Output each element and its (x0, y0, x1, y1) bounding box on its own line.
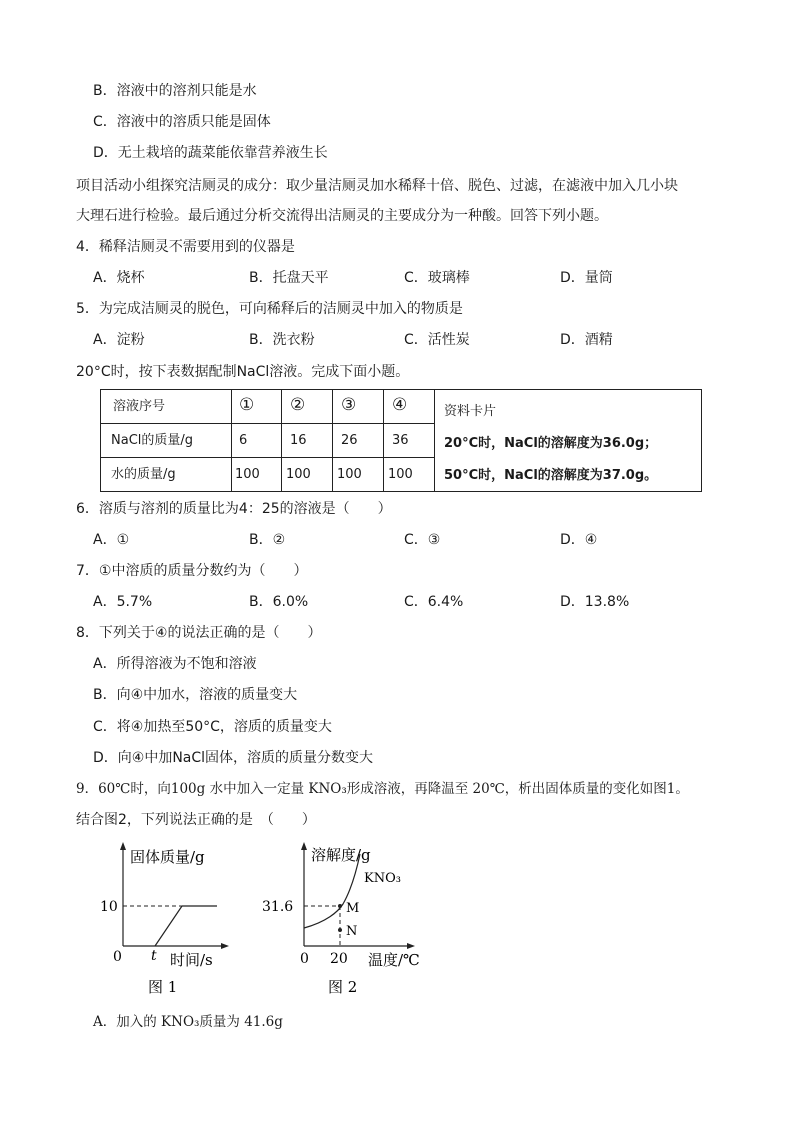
figure1-t-label: t (151, 948, 157, 964)
q4-option-b: B．托盘天平 (249, 270, 329, 286)
q8-stem: 8．下列关于④的说法正确的是（ ） (76, 625, 322, 641)
q6-option-d: D．④ (560, 532, 598, 548)
q4-stem: 4．稀释洁厕灵不需要用到的仪器是 (76, 239, 295, 255)
table-row-nacl-label: NaCl的质量/g (111, 433, 194, 448)
figure1-ylabel: 固体质量/g (130, 848, 205, 866)
q3-option-c: C．溶液中的溶质只能是固体 (93, 114, 271, 130)
table-cell: 100 (235, 467, 260, 482)
q3-option-d: D．无土栽培的蔬菜能依靠营养液生长 (93, 145, 328, 161)
figure-1 (100, 838, 230, 1000)
q6-option-a: A．① (93, 532, 130, 548)
figure1-caption: 图 1 (148, 978, 178, 996)
q4-option-a: A．烧杯 (93, 270, 145, 286)
table-header-4: ④ (392, 395, 408, 415)
table-header-2: ② (290, 395, 306, 415)
table-header-3: ③ (341, 395, 357, 415)
figure1-y-tick: 10 (100, 899, 118, 915)
q4-option-c: C．玻璃棒 (404, 270, 470, 286)
q6-stem: 6．溶质与溶剂的质量比为4：25的溶液是（ ） (76, 501, 392, 517)
table-intro: 20°C时，按下表数据配制NaCl溶液。完成下面小题。 (76, 364, 410, 380)
q5-stem: 5．为完成洁厕灵的脱色，可向稀释后的洁厕灵中加入的物质是 (76, 301, 463, 317)
info-card-line2: 50°C时，NaCl的溶解度为37.0g。 (444, 468, 658, 483)
table-cell: 36 (392, 433, 409, 448)
figure2-y-tick: 31.6 (262, 899, 294, 915)
q7-option-c: C．6.4% (404, 594, 464, 610)
q7-option-b: B．6.0% (249, 594, 309, 610)
figure2-point-n: N (346, 924, 358, 939)
figure-2 (256, 838, 436, 1000)
table-row-water-label: 水的质量/g (111, 467, 176, 482)
q3-option-b: B．溶液中的溶剂只能是水 (93, 83, 257, 99)
q8-option-a: A．所得溶液为不饱和溶液 (93, 656, 257, 672)
q8-option-d: D．向④中加NaCl固体，溶质的质量分数变大 (93, 750, 374, 766)
table-cell: 100 (286, 467, 311, 482)
figure2-point-m: M (346, 901, 360, 916)
q9-stem-line1: 9．60℃时，向100g 水中加入一定量 KNO₃形成溶液，再降温至 20℃，析出固体质量的变化如图1。 (76, 781, 689, 797)
project-intro-line1: 项目活动小组探究洁厕灵的成分：取少量洁厕灵加水稀释十倍、脱色、过滤，在滤液中加入几小块 (76, 178, 678, 194)
table-cell: 16 (290, 433, 307, 448)
q5-option-a: A．淀粉 (93, 332, 145, 348)
figure1-origin: 0 (113, 949, 122, 965)
figure2-xlabel: 温度/℃ (368, 951, 420, 969)
info-card-line1: 20°C时，NaCl的溶解度为36.0g； (444, 436, 658, 451)
q9-stem-line2: 结合图2，下列说法正确的是 （ ） (76, 812, 316, 828)
figure2-curve-label: KNO₃ (364, 871, 401, 886)
q8-option-b: B．向④中加水，溶液的质量变大 (93, 687, 298, 703)
q5-option-b: B．洗衣粉 (249, 332, 315, 348)
figure2-x-tick: 20 (330, 951, 348, 967)
table-cell: 100 (337, 467, 362, 482)
table-cell: 26 (341, 433, 358, 448)
nacl-data-table (100, 389, 702, 492)
table-header-label: 溶液序号 (113, 399, 166, 414)
q6-option-b: B．② (249, 532, 286, 548)
q9-option-a: A．加入的 KNO₃质量为 41.6g (93, 1014, 283, 1030)
q5-option-c: C．活性炭 (404, 332, 470, 348)
figure2-origin: 0 (300, 951, 309, 967)
q7-stem: 7．①中溶质的质量分数约为（ ） (76, 563, 308, 579)
q4-option-d: D．量筒 (560, 270, 613, 286)
figure1-xlabel: 时间/s (170, 951, 213, 969)
q5-option-d: D．酒精 (560, 332, 613, 348)
figure2-ylabel: 溶解度/g (311, 846, 371, 864)
info-card-title: 资料卡片 (444, 404, 497, 419)
q7-option-d: D．13.8% (560, 594, 630, 610)
table-cell: 6 (239, 433, 248, 448)
project-intro-line2: 大理石进行检验。最后通过分析交流得出洁厕灵的主要成分为一种酸。回答下列小题。 (76, 208, 608, 224)
q8-option-c: C．将④加热至50°C，溶质的质量变大 (93, 719, 332, 735)
q7-option-a: A．5.7% (93, 594, 153, 610)
table-header-1: ① (239, 395, 255, 415)
figure2-caption: 图 2 (328, 978, 358, 996)
table-cell: 100 (388, 467, 413, 482)
q6-option-c: C．③ (404, 532, 441, 548)
